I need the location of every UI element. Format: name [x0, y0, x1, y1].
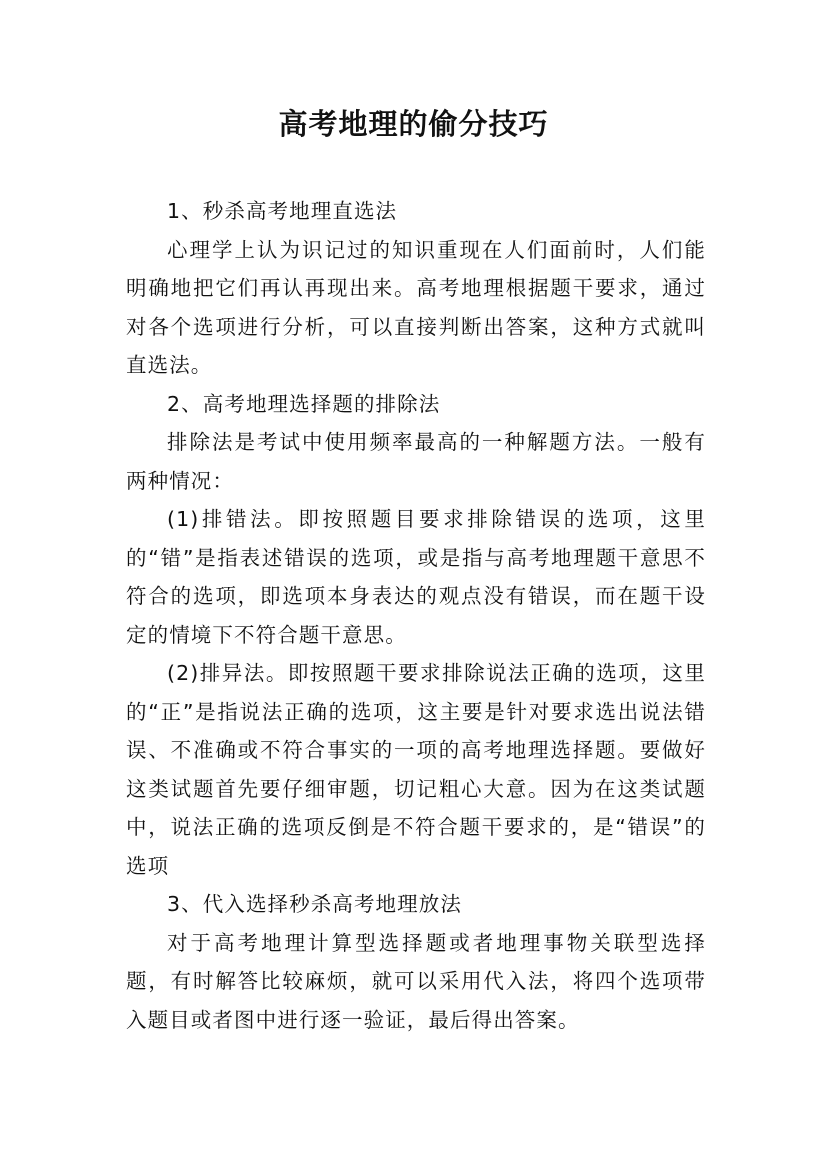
section-heading-substitution: 3、代入选择秒杀高考地理放法 [167, 892, 462, 916]
paragraph-elimination-different: (2)排异法。即按照题干要求排除说法正确的选项，这里的“正”是指说法正确的选项，这主要是针对要求选出说法错误、不准确或不符合事实的一项的高考地理选择题。要做好这类试题首先要仔细审题，切记粗心大意。因为在这类试题中，说法正确的选项反倒是不符合题干要求的，是“错误”的选项 [126, 661, 706, 878]
document-title: 高考地理的偷分技巧 [278, 107, 549, 141]
section-heading-direct-selection: 1、秒杀高考地理直选法 [167, 199, 398, 223]
paragraph-substitution: 对于高考地理计算型选择题或者地理事物关联型选择题，有时解答比较麻烦，就可以采用代入法，将四个选项带入题目或者图中进行逐一验证，最后得出答案。 [126, 930, 706, 1032]
paragraph-elimination-intro: 排除法是考试中使用频率最高的一种解题方法。一般有两种情况： [126, 430, 706, 493]
paragraph-elimination-wrong: (1)排错法。即按照题目要求排除错误的选项，这里的“错”是指表述错误的选项，或是指与高考地理题干意思不符合的选项，即选项本身表达的观点没有错误，而在题干设定的情境下不符合题干意思。 [126, 507, 706, 647]
document-body [126, 192, 706, 1039]
section-heading-elimination: 2、高考地理选择题的排除法 [167, 391, 441, 416]
paragraph-direct-selection: 心理学上认为识记过的知识重现在人们面前时，人们能明确地把它们再认再现出来。高考地理根据题干要求，通过对各个选项进行分析，可以直接判断出答案，这种方式就叫直选法。 [126, 237, 706, 377]
